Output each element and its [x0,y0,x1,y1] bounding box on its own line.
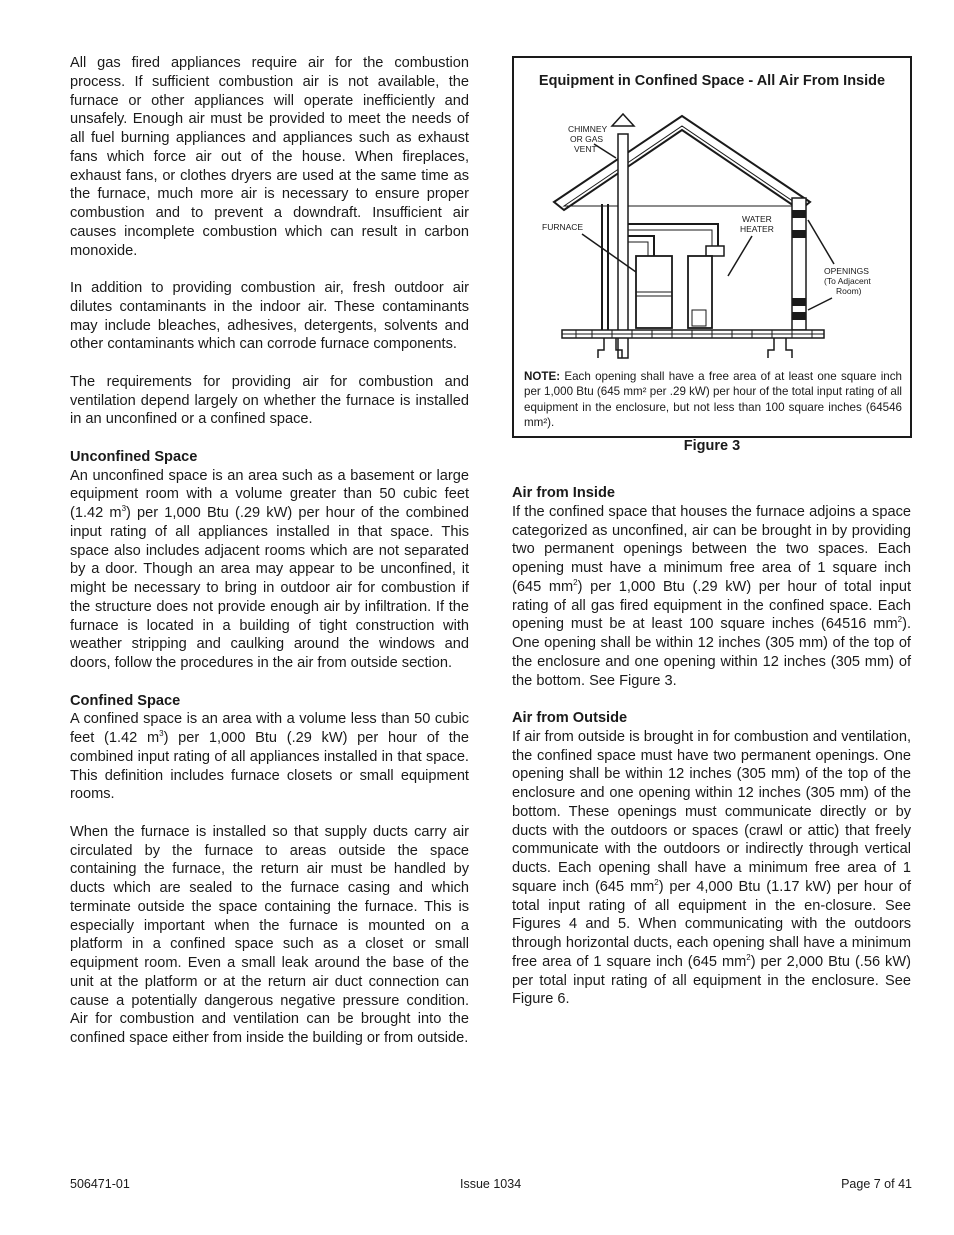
unconfined-text-a: An unconfined space is an area such as a basement or large equipment room with a volume greater than 50 cubic feet (1.42 m [70,467,469,521]
water-heater-label-2: HEATER [740,224,774,234]
air-from-inside-paragraph [512,503,911,691]
openings-label-3: Room) [836,286,862,296]
upper-opening [792,210,806,218]
right-column [512,484,911,1028]
air-from-outside-heading: Air from Outside [512,710,628,726]
inside-superscript-2: 2 [897,615,903,625]
combustion-air-paragraph: All gas fired appliances require air for the combustion process. If sufficient combustion air is not available, the furnace or other appliances will operate inefficiently and unsafely. Enough air must be provided to meet the needs of all fuel burning appliances and appliances such as exhaust fans which force air out of the house. When fireplaces, exhaust fans, or clothes dryers are used at the same time as the furnace, much more air is necessary to ensure proper combustion and to prevent a downdraft. Insufficient air causes incomplete combustion which can result in carbon monoxide. [70,55,469,259]
openings-label-2: (To Adjacent [824,276,871,286]
inside-text-a: If the confined space that houses the furnace adjoins a space categorized as unconfined, air can be brought in by providing two permanent openings between the two spaces. Each opening must have a minimum free area of 1 square inch (645 mm [512,503,911,595]
outside-text-a: If air from outside is brought in for combustion and ventilation, the confined space must have two permanent openings. One opening shall be within 12 inches (305 mm) of the top of the enclosure and one opening within 12 inches (305 mm) of the bottom. These openings must communicate directly or by ducts with the outdoors or spaces (crawl or attic) that freely communicate with the outdoors or indirectly through vertical ducts. Each opening shall have a minimum free area of 1 square inch (645 mm [512,728,911,895]
chimney-vent [618,134,628,358]
confined-space-paragraph [70,710,469,804]
confined-space-diagram [542,106,882,368]
confined-text-b: ) per 1,000 Btu (.29 kW) per hour of the combined input rating of all appliances installed in that space. This definition includes furnace closets or small equipment rooms. [70,730,469,803]
footer-issue: Issue 1034 [460,1177,522,1191]
air-from-outside-paragraph [512,728,911,1009]
figure-title: Equipment in Confined Space - All Air From Inside [538,73,886,89]
outside-superscript-2: 2 [746,952,751,962]
unconfined-space-paragraph [70,467,469,673]
water-heater-label-1: WATER [742,214,772,224]
figure-3-box [512,56,912,438]
confined-superscript: 3 [159,729,164,739]
return-ducts-paragraph: When the furnace is installed so that supply ducts carry air circulated by the furnace to areas outside the space containing the furnace, the return air must be handled by ducts which are sealed to the furnace casing and which terminate outside the space containing the furnace. This is especially important when the furnace is mounted on a platform in a confined space such as a closet or small equipment room. Even a small leak around the base of the unit at the platform or at the return air duct connection can cause a potentially dangerous negative pressure condition. Air for combustion and ventilation can be brought into the confined space either from inside the building or from outside. [70,823,469,1046]
unconfined-superscript: 3 [121,504,127,514]
note-text: Each opening shall have a free area of at least one square inch per 1,000 Btu (645 mm² per .29 kW) per hour of the total input rating of all equipment in the enclosure, but not less than 100 square inches (64546 mm²). [524,370,902,429]
figure-caption: Figure 3 [683,438,741,454]
chimney-label-1: CHIMNEY [568,124,608,134]
left-column [70,54,469,1067]
openings-label-1: OPENINGS [824,266,869,276]
figure-note [524,369,902,430]
footer-doc-number: 506471-01 [70,1177,130,1191]
outside-text-c: ) per 2,000 Btu (.56 kW) per total input rating of all equipment in the enclosure. See Figure 6. [512,953,911,1008]
confined-space-heading: Confined Space [70,692,181,709]
air-from-inside-heading: Air from Inside [512,485,615,501]
chimney-label-2: OR GAS [570,134,604,144]
footer-page-number: Page 7 of 41 [841,1177,912,1191]
inside-text-b: ) per 1,000 Btu (.29 kW) per hour of total input rating of all gas fired equipment in the confined space. Each opening must be at least 100 square inches (64516 mm [512,578,911,633]
lower-opening [792,298,806,306]
outside-text-b: ) per 4,000 Btu (1.17 kW) per hour of total input rating of all equipment in the en-closure. See Figures 4 and 5. When communicating with the outdoors through horizontal ducts, each opening shall have a minimum free area of 1 square inch (645 mm [512,878,911,970]
furnace-label: FURNACE [542,222,584,232]
chimney-label-3: VENT [574,144,597,154]
inside-superscript-1: 2 [573,577,578,587]
outside-superscript-1: 2 [654,877,659,887]
requirements-paragraph: The requirements for providing air for combustion and ventilation depend largely on whether the furnace is installed in an unconfined or a confined space. [70,373,469,428]
note-label: NOTE: [524,370,561,383]
unconfined-text-b: ) per 1,000 Btu (.29 kW) per hour of the combined input rating of all appliances installed in that space. This space also includes adjacent rooms which are not separated by a door. Though an area may appear to be unconfined, it might be necessary to bring in outdoor air for combustion if the structure does not provide enough air by infiltration. If the furnace is located in a building of tight construction with weather stripping and caulking around the windows and doors, follow the procedures in the air from outside section. [70,505,469,671]
inside-text-c: ). One opening shall be within 12 inches (305 mm) of the top of the enclosure and one opening within 12 inches (305 mm) of the bottom. See Figure 3. [512,616,911,689]
unconfined-space-heading: Unconfined Space [70,448,198,465]
confined-text-a: A confined space is an area with a volume less than 50 cubic feet (1.42 m [70,711,469,746]
contaminants-paragraph: In addition to providing combustion air, fresh outdoor air dilutes contaminants in the indoor air. These contaminants may include bleaches, adhesives, detergents, solvents and other contaminants which can corrode furnace components. [70,280,469,353]
